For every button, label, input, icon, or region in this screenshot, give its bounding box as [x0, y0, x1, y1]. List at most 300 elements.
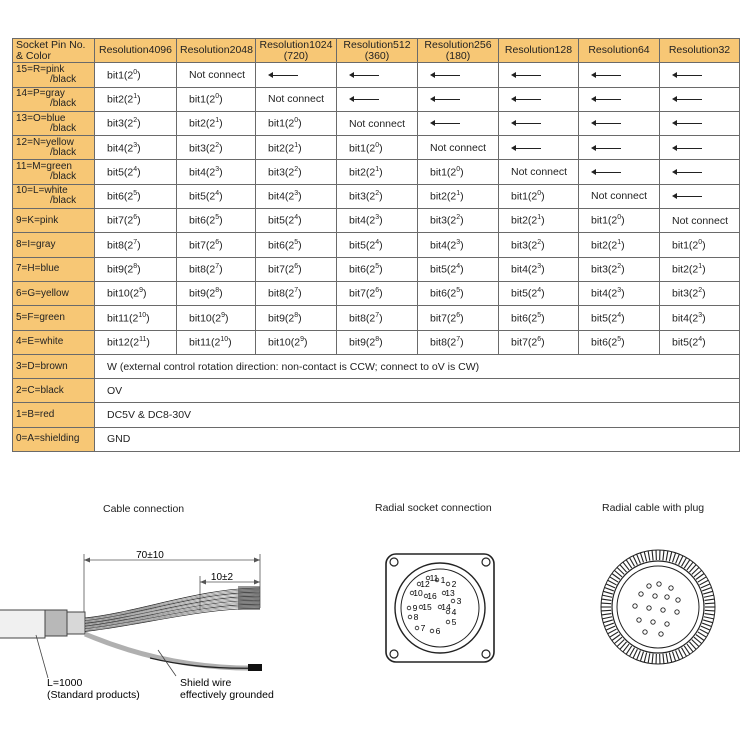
pin-label: 11=M=green: [16, 161, 72, 173]
table-header-row: [13, 39, 740, 63]
same-as-left-arrow: [660, 111, 740, 135]
arrow-left-icon: [434, 75, 460, 76]
pin-color-label: [13, 330, 95, 354]
bit-cell: $bit7(2^6)$: [95, 209, 177, 233]
bit-exponent: 0: [133, 68, 138, 76]
bit-exponent: 0: [537, 190, 542, 198]
bit-text: bit2(2: [349, 166, 376, 179]
bit-exponent: 3: [698, 311, 703, 319]
header-resolution: [337, 39, 418, 63]
bit-cell: [337, 111, 418, 135]
bit-cell: $bit10(2^9)$: [177, 306, 256, 330]
bit-cell: $bit5(2^4)$: [660, 330, 740, 354]
bit-text: bit8(2: [268, 287, 295, 300]
same-as-left-arrow: [579, 136, 660, 160]
pin-label: 7=H=blue: [16, 263, 60, 275]
header-line: Resolution1024: [259, 38, 333, 51]
header-socket-pin: [13, 39, 95, 63]
bit-exponent: 2: [133, 117, 138, 125]
pin-label: 14=P=gray: [16, 88, 65, 100]
bit-cell: $bit9(2^8)$: [177, 281, 256, 305]
bit-exponent: 5: [375, 263, 380, 271]
bit-text: bit9(2: [349, 336, 376, 349]
bit-exponent: 6: [215, 238, 220, 246]
bit-text: bit4(2: [349, 214, 376, 227]
bit-cell: $bit1(2^0)$: [177, 87, 256, 111]
bit-cell: $bit1(2^0)$: [499, 184, 579, 208]
arrow-left-icon: [272, 75, 298, 76]
bit-text: Not connect: [349, 117, 406, 130]
pin-color-label: 1=B=red: [13, 403, 95, 427]
bit-text: bit6(2: [511, 312, 538, 325]
bit-exponent: 10: [220, 335, 229, 343]
socket-pin-number: 9: [412, 603, 418, 613]
bit-exponent: 3: [456, 238, 461, 246]
table-row: [13, 184, 740, 208]
bit-cell: $bit8(2^7)$: [177, 257, 256, 281]
bit-exponent: 2: [375, 190, 380, 198]
bit-exponent: 9: [139, 287, 144, 295]
bit-cell: $bit6(2^5)$: [418, 281, 499, 305]
bit-cell: $bit5(2^4)$: [256, 209, 337, 233]
pin-color-label: 3=D=brown: [13, 354, 95, 378]
socket-pin-number: 1: [440, 575, 446, 585]
same-as-left-arrow: [499, 111, 579, 135]
bit-cell: $bit2(2^1)$: [499, 209, 579, 233]
same-as-left-arrow: [499, 63, 579, 87]
bit-cell: $bit1(2^0)$: [95, 63, 177, 87]
dim-total-label: 70±10: [136, 550, 164, 561]
bit-exponent: 1: [617, 238, 622, 246]
pin-color-label: [13, 87, 95, 111]
arrow-left-icon: [515, 148, 541, 149]
socket-pin-number: 6: [435, 626, 441, 636]
arrow-left-icon: [515, 99, 541, 100]
cable-connection-title: Cable connection: [103, 503, 185, 515]
bit-cell: $bit6(2^5)$: [177, 209, 256, 233]
bit-cell: $bit1(2^0)$: [256, 111, 337, 135]
socket-pin-number: 8: [413, 612, 419, 622]
bit-cell: $bit7(2^6)$: [256, 257, 337, 281]
same-as-left-arrow: [499, 136, 579, 160]
bit-cell: $bit8(2^7)$: [418, 330, 499, 354]
plug-title: Radial cable with plug: [602, 502, 705, 514]
bit-exponent: 4: [617, 311, 622, 319]
bit-text: bit10(2: [107, 287, 140, 300]
same-as-left-arrow: [660, 87, 740, 111]
header-line: Resolution256: [424, 38, 492, 51]
pin-label: 8=I=gray: [16, 239, 56, 251]
bit-cell: $bit5(2^4)$: [337, 233, 418, 257]
same-as-left-arrow: [579, 87, 660, 111]
header-resolution: [256, 39, 337, 63]
bit-cell: [256, 87, 337, 111]
bit-text: bit6(2: [268, 239, 295, 252]
bit-cell: $bit8(2^7)$: [256, 281, 337, 305]
arrow-left-icon: [515, 123, 541, 124]
bit-text: Not connect: [672, 214, 729, 227]
pin-label: 5=F=green: [16, 311, 65, 323]
pin-label: 9=K=pink: [16, 214, 59, 226]
bit-cell: $bit5(2^4)$: [579, 306, 660, 330]
bit-cell: $bit9(2^8)$: [256, 306, 337, 330]
bit-exponent: 6: [537, 335, 542, 343]
table-row: [13, 354, 740, 378]
same-as-left-arrow: [418, 63, 499, 87]
bit-text: bit8(2: [107, 239, 134, 252]
same-as-left-arrow: [660, 136, 740, 160]
bit-cell: [499, 160, 579, 184]
arrow-left-icon: [434, 99, 460, 100]
bit-cell: $bit6(2^5)$: [499, 306, 579, 330]
arrow-left-icon: [595, 123, 621, 124]
header-resolution: [499, 39, 579, 63]
bit-text: bit4(2: [672, 312, 699, 325]
bit-cell: [418, 136, 499, 160]
arrow-left-icon: [434, 123, 460, 124]
bit-cell: $bit10(2^9)$: [95, 281, 177, 305]
arrow-left-icon: [676, 196, 702, 197]
bit-cell: $bit7(2^6)$: [337, 281, 418, 305]
pin-label: 12=N=yellow: [16, 136, 74, 148]
pin-color-label: [13, 63, 95, 87]
bit-text: bit1(2: [107, 69, 134, 82]
bit-cell: $bit4(2^3)$: [95, 136, 177, 160]
bit-exponent: 1: [537, 214, 542, 222]
pin-color-label: [13, 111, 95, 135]
arrow-left-icon: [676, 123, 702, 124]
bit-text: bit5(2: [430, 263, 457, 276]
bit-cell: $bit4(2^3)$: [418, 233, 499, 257]
bit-exponent: 7: [133, 238, 138, 246]
bit-text: bit1(2: [268, 117, 295, 130]
bit-text: bit7(2: [430, 312, 457, 325]
bit-cell: [660, 209, 740, 233]
table-row: [13, 330, 740, 354]
arrow-left-icon: [353, 99, 379, 100]
socket-pin-number: 15: [422, 602, 432, 612]
bit-cell: $bit4(2^3)$: [579, 281, 660, 305]
bit-cell: $bit3(2^2)$: [418, 209, 499, 233]
bit-text: bit1(2: [591, 214, 618, 227]
bit-cell: $bit5(2^4)$: [177, 184, 256, 208]
table-row: [13, 160, 740, 184]
same-as-left-arrow: [660, 160, 740, 184]
bit-text: bit7(2: [107, 214, 134, 227]
arrow-left-icon: [595, 75, 621, 76]
bit-cell: $bit6(2^5)$: [579, 330, 660, 354]
bit-exponent: 4: [375, 238, 380, 246]
table-row: [13, 63, 740, 87]
bit-text: bit3(2: [189, 142, 216, 155]
bit-cell: $bit4(2^3)$: [177, 160, 256, 184]
bit-exponent: 6: [133, 214, 138, 222]
header-resolution: [177, 39, 256, 63]
radial-plug-diagram: [599, 548, 717, 666]
bit-text: bit6(2: [189, 214, 216, 227]
bit-cell: $bit2(2^1)$: [256, 136, 337, 160]
bit-text: bit9(2: [107, 263, 134, 276]
bit-text: bit5(2: [672, 336, 699, 349]
pin-color-label: 2=C=black: [13, 379, 95, 403]
bit-text: bit2(2: [189, 117, 216, 130]
same-as-left-arrow: [337, 87, 418, 111]
bit-cell: $bit3(2^2)$: [579, 257, 660, 281]
pin-color-label: [13, 136, 95, 160]
bit-cell: $bit1(2^0)$: [579, 209, 660, 233]
arrow-left-icon: [353, 75, 379, 76]
bit-text: Not connect: [511, 166, 568, 179]
bit-text: bit6(2: [349, 263, 376, 276]
bit-exponent: 4: [537, 287, 542, 295]
same-as-left-arrow: [499, 87, 579, 111]
pin-label-suffix: /black: [50, 122, 77, 134]
bit-text: bit3(2: [107, 117, 134, 130]
bit-cell: $bit10(2^9)$: [256, 330, 337, 354]
bit-exponent: 0: [698, 238, 703, 246]
bit-cell: $bit2(2^1)$: [418, 184, 499, 208]
arrow-left-icon: [676, 75, 702, 76]
same-as-left-arrow: [418, 111, 499, 135]
bit-text: bit2(2: [430, 190, 457, 203]
bit-cell: $bit5(2^4)$: [499, 281, 579, 305]
header-line: Resolution64: [588, 44, 650, 57]
cable-wires: [85, 586, 260, 632]
pin-color-label: [13, 184, 95, 208]
bit-exponent: 6: [456, 311, 461, 319]
bit-exponent: 0: [617, 214, 622, 222]
bit-exponent: 5: [133, 190, 138, 198]
bit-cell: $bit9(2^8)$: [95, 257, 177, 281]
length-label: L=1000: [47, 677, 83, 689]
same-as-left-arrow: [579, 160, 660, 184]
pin-label-suffix: /black: [50, 195, 77, 207]
bit-text: bit5(2: [189, 190, 216, 203]
bit-exponent: 0: [456, 165, 461, 173]
bit-exponent: 1: [698, 263, 703, 271]
bit-text: bit3(2: [591, 263, 618, 276]
bit-cell: $bit3(2^2)$: [177, 136, 256, 160]
cable-jacket: [0, 610, 85, 638]
bit-cell: $bit8(2^7)$: [337, 306, 418, 330]
table-row: [13, 403, 740, 427]
bit-exponent: 4: [294, 214, 299, 222]
bit-cell: $bit2(2^1)$: [579, 233, 660, 257]
bit-text: bit7(2: [349, 287, 376, 300]
bit-cell: $bit4(2^3)$: [256, 184, 337, 208]
bit-text: bit1(2: [672, 239, 699, 252]
bit-exponent: 4: [215, 190, 220, 198]
arrow-left-icon: [676, 99, 702, 100]
bit-text: bit4(2: [430, 239, 457, 252]
arrow-left-icon: [595, 148, 621, 149]
bit-text: bit11(2: [189, 336, 221, 349]
socket-pin-number: 3: [456, 596, 462, 606]
bit-text: bit8(2: [349, 312, 376, 325]
table-row: [13, 306, 740, 330]
bit-cell: $bit11(2^{10})$: [177, 330, 256, 354]
bit-exponent: 5: [617, 335, 622, 343]
bit-text: bit4(2: [268, 190, 295, 203]
bit-exponent: 5: [215, 214, 220, 222]
cable-diagram: [0, 540, 300, 740]
bit-text: bit11(2: [107, 312, 139, 325]
bit-cell: $bit3(2^2)$: [660, 281, 740, 305]
pin-label: 10=L=white: [16, 185, 68, 197]
table-row: [13, 209, 740, 233]
bit-text: bit6(2: [591, 336, 618, 349]
shield-note: effectively grounded: [180, 689, 274, 701]
pin-color-label: [13, 257, 95, 281]
bit-cell: $bit6(2^5)$: [337, 257, 418, 281]
bit-text: bit2(2: [672, 263, 699, 276]
pin-label-suffix: /black: [50, 98, 77, 110]
header-subline: (180): [445, 49, 471, 62]
bit-cell: $bit2(2^1)$: [337, 160, 418, 184]
table-row: [13, 136, 740, 160]
header-line: Resolution512: [343, 38, 411, 51]
bit-text: bit5(2: [349, 239, 376, 252]
bit-text: bit7(2: [189, 239, 216, 252]
bit-exponent: 9: [221, 311, 226, 319]
header-subline: (720): [283, 49, 309, 62]
header-subline: (360): [364, 49, 390, 62]
bit-text: bit9(2: [189, 287, 216, 300]
pin-color-label: [13, 281, 95, 305]
bit-text: bit12(2: [107, 336, 140, 349]
arrow-left-icon: [676, 148, 702, 149]
bit-text: bit1(2: [189, 93, 216, 106]
arrow-left-icon: [676, 172, 702, 173]
bit-cell: $bit4(2^3)$: [499, 257, 579, 281]
pin-color-label: 0=A=shielding: [13, 427, 95, 451]
bit-exponent: 2: [215, 141, 220, 149]
bit-exponent: 4: [698, 335, 703, 343]
bit-cell: [579, 184, 660, 208]
bit-exponent: 2: [294, 165, 299, 173]
bit-text: bit3(2: [268, 166, 295, 179]
bit-text: bit5(2: [268, 214, 295, 227]
table-row: [13, 379, 740, 403]
arrow-left-icon: [595, 172, 621, 173]
bit-text: Not connect: [591, 190, 648, 203]
bit-text: bit10(2: [268, 336, 301, 349]
table-row: [13, 233, 740, 257]
bit-text: bit7(2: [511, 336, 538, 349]
bit-exponent: 2: [698, 287, 703, 295]
header-line: Resolution2048: [180, 44, 253, 57]
socket-pin-number: 13: [445, 588, 455, 598]
bit-cell: $bit3(2^2)$: [95, 111, 177, 135]
pin-function: OV: [95, 379, 740, 403]
bit-text: bit2(2: [107, 93, 134, 106]
bit-cell: $bit8(2^7)$: [95, 233, 177, 257]
bit-exponent: 0: [215, 92, 220, 100]
bit-cell: $bit6(2^5)$: [256, 233, 337, 257]
arrow-left-icon: [515, 75, 541, 76]
bit-exponent: 1: [133, 92, 138, 100]
bit-cell: $bit4(2^3)$: [337, 209, 418, 233]
bit-text: bit4(2: [511, 263, 538, 276]
bit-exponent: 3: [537, 263, 542, 271]
bit-text: Not connect: [189, 68, 246, 81]
pin-function: W (external control rotation direction: non-contact is CCW; connect to oV is CW): [95, 354, 740, 378]
bit-text: bit7(2: [268, 263, 295, 276]
bit-exponent: 5: [294, 238, 299, 246]
pin-label: 15=R=pink: [16, 63, 65, 75]
bit-exponent: 8: [375, 335, 380, 343]
bit-text: Not connect: [268, 93, 325, 106]
bit-text: bit6(2: [107, 190, 134, 203]
table-row: [13, 427, 740, 451]
bit-text: Not connect: [430, 141, 487, 154]
bit-exponent: 10: [138, 311, 147, 319]
bit-exponent: 2: [456, 214, 461, 222]
pin-label-suffix: /black: [50, 171, 77, 183]
bit-text: bit8(2: [430, 336, 457, 349]
bit-cell: $bit3(2^2)$: [256, 160, 337, 184]
bit-text: bit3(2: [430, 214, 457, 227]
bit-cell: $bit7(2^6)$: [499, 330, 579, 354]
bit-text: bit1(2: [511, 190, 538, 203]
same-as-left-arrow: [337, 63, 418, 87]
bit-cell: $bit2(2^1)$: [660, 257, 740, 281]
shield-label: Shield wire: [180, 677, 232, 689]
same-as-left-arrow: [660, 63, 740, 87]
bit-cell: $bit3(2^2)$: [499, 233, 579, 257]
bit-exponent: 3: [294, 190, 299, 198]
header-line: Resolution128: [504, 44, 573, 57]
bit-exponent: 3: [617, 287, 622, 295]
header-resolution: [418, 39, 499, 63]
header-line: Resolution4096: [99, 44, 172, 57]
socket-pin-number: 11: [429, 573, 439, 583]
bit-exponent: 0: [375, 141, 380, 149]
bit-text: bit1(2: [430, 166, 457, 179]
bit-text: bit9(2: [268, 312, 295, 325]
bit-text: bit2(2: [591, 239, 618, 252]
bit-cell: $bit12(2^{11})$: [95, 330, 177, 354]
bit-text: bit3(2: [349, 190, 376, 203]
bit-cell: $bit5(2^4)$: [95, 160, 177, 184]
bit-exponent: 7: [215, 263, 220, 271]
pin-assignment-table: [12, 38, 740, 452]
bit-cell: $bit1(2^0)$: [418, 160, 499, 184]
socket-pin-number: 2: [451, 579, 457, 589]
pin-label: 6=G=yellow: [16, 287, 69, 299]
bit-exponent: 1: [215, 117, 220, 125]
bit-exponent: 2: [617, 263, 622, 271]
bit-exponent: 2: [537, 238, 542, 246]
length-note: (Standard products): [47, 689, 140, 701]
table-row: [13, 281, 740, 305]
pin-function: DC5V & DC8-30V: [95, 403, 740, 427]
bit-text: bit5(2: [511, 287, 538, 300]
bit-exponent: 5: [456, 287, 461, 295]
bit-cell: $bit3(2^2)$: [337, 184, 418, 208]
bit-exponent: 8: [215, 287, 220, 295]
bit-cell: $bit2(2^1)$: [95, 87, 177, 111]
socket-pin-number: 5: [451, 617, 457, 627]
bit-exponent: 4: [133, 165, 138, 173]
bit-exponent: 1: [456, 190, 461, 198]
bit-exponent: 7: [456, 335, 461, 343]
bit-exponent: 1: [294, 141, 299, 149]
bit-exponent: 7: [294, 287, 299, 295]
bit-cell: $bit11(2^{10})$: [95, 306, 177, 330]
pin-label: 4=E=white: [16, 336, 64, 348]
radial-socket-diagram: [385, 553, 495, 663]
